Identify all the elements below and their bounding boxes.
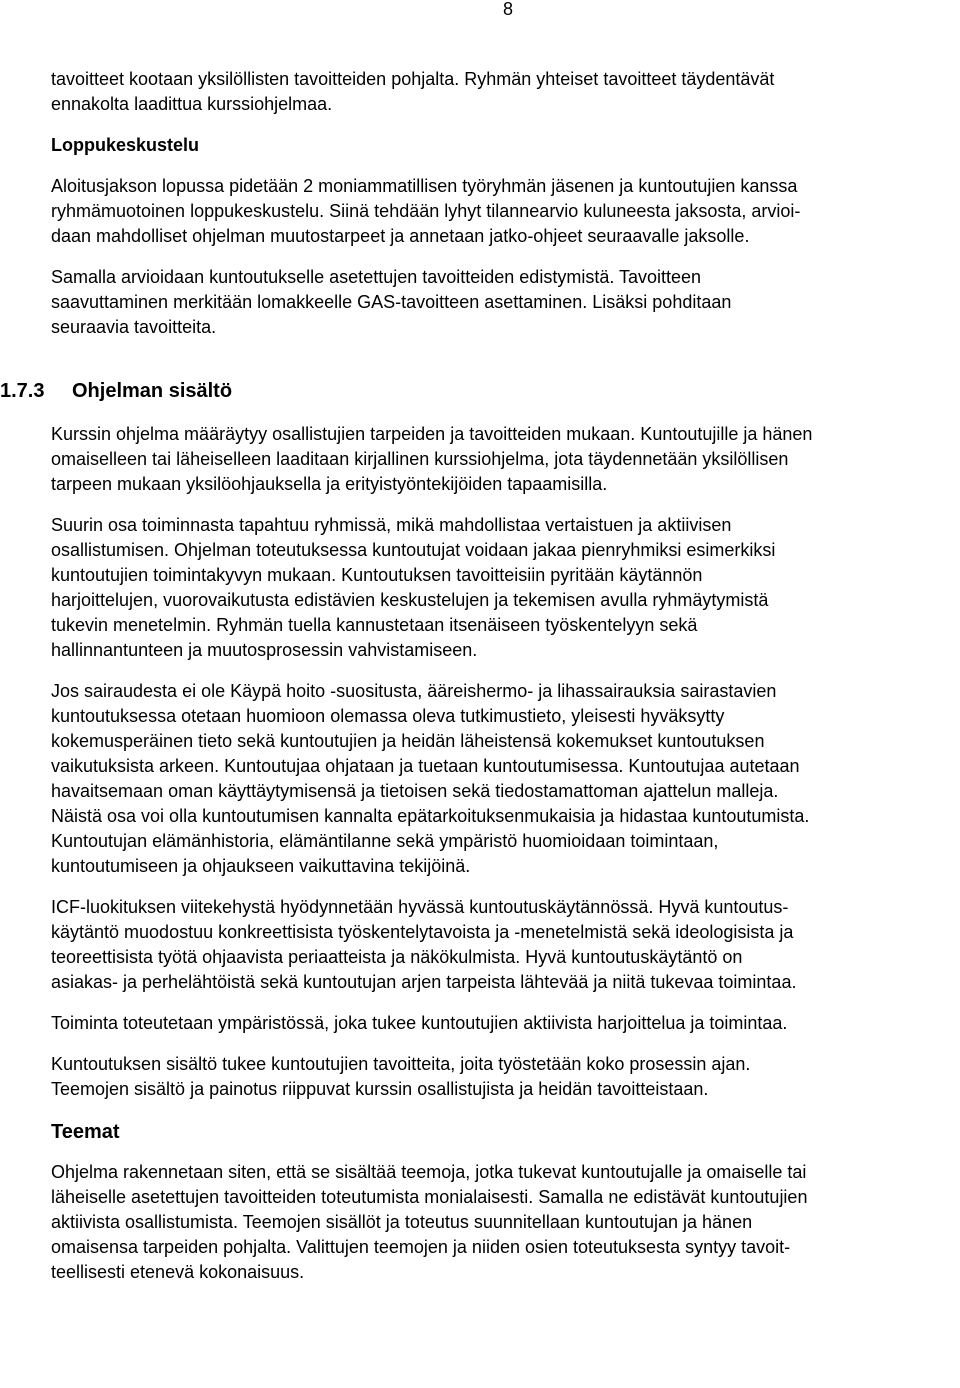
text-line: vaikutuksista arkeen. Kuntoutujaa ohjataan ja tuetaan kuntoutumisessa. Kuntoutujaa autetaan: [51, 756, 800, 776]
loppukeskustelu-title: Loppukeskustelu: [51, 135, 200, 155]
text-line: aktiivista osallistumista. Teemojen sisällöt ja toteutus suunnitellaan kuntoutujan ja hänen: [51, 1212, 753, 1232]
text-line: Kuntoutuksen sisältö tukee kuntoutujien tavoitteita, joita työstetään koko prosessin ajan.: [51, 1054, 751, 1074]
text-line: seuraavia tavoitteita.: [51, 317, 217, 337]
teemat-paragraph: [51, 1160, 960, 1285]
text-line: käytäntö muodostuu konkreettisista työskentelytavoista ja -menetelmistä sekä ideologisista ja: [51, 922, 794, 942]
text-line: Aloitusjakson lopussa pidetään 2 moniammatillisen työryhmän jäsenen ja kuntoutujien kanssa: [51, 176, 798, 196]
toiminta-paragraph: [51, 1011, 960, 1036]
text-line: kuntoutujien toimintakyvyn mukaan. Kuntoutuksen tavoitteisiin pyritään käytännön: [51, 565, 703, 585]
text-line: Suurin osa toiminnasta tapahtuu ryhmissä, mikä mahdollistaa vertaistuen ja aktiivisen: [51, 515, 732, 535]
text-line: havaitsemaan oman käyttäytymisensä ja tietoisen sekä tiedostamattoman ajattelun malleja.: [51, 781, 779, 801]
text-line: Jos sairaudesta ei ole Käypä hoito -suositusta, ääreishermo- ja lihassairauksia sairastavien: [51, 681, 777, 701]
samalla-paragraph: [51, 265, 960, 340]
page-number: 8: [503, 0, 514, 19]
text-line: asiakas- ja perhelähtöistä sekä kuntoutujan arjen tarpeista lähtevää ja niitä tukevaa toimintaa.: [51, 972, 797, 992]
section-number: 1.7.3: [0, 380, 45, 402]
text-line: omaisensa tarpeiden pohjalta. Valittujen teemojen ja niiden osien toteutuksesta syntyy tavoit-: [51, 1237, 791, 1257]
text-line: Toiminta toteutetaan ympäristössä, joka tukee kuntoutujien aktiivista harjoittelua ja toimintaa.: [51, 1013, 788, 1033]
section-heading: [0, 378, 960, 404]
text-line: tavoitteet kootaan yksilöllisten tavoitteiden pohjalta. Ryhmän yhteiset tavoitteet täydentävät: [51, 69, 775, 89]
teemat-title: Teemat: [51, 1121, 120, 1143]
text-line: Samalla arvioidaan kuntoutukselle asetettujen tavoitteiden edistymistä. Tavoitteen: [51, 267, 702, 287]
text-line: Näistä osa voi olla kuntoutumisen kannalta epätarkoituksenmukaisia ja hidastaa kuntoutumista.: [51, 806, 810, 826]
text-line: Kurssin ohjelma määräytyy osallistujien tarpeiden ja tavoitteiden mukaan. Kuntoutujille ja hänen: [51, 424, 813, 444]
text-line: omaiselleen tai läheiselleen laaditaan kirjallinen kurssiohjelma, jota täydennetään yksilöllisen: [51, 449, 789, 469]
text-line: Ohjelma rakennetaan siten, että se sisältää teemoja, jotka tukevat kuntoutujalle ja omaiselle tai: [51, 1162, 807, 1182]
text-line: daan mahdolliset ohjelman muutostarpeet ja annetaan jatko-ohjeet seuraavalle jaksolle.: [51, 226, 750, 246]
intro-paragraph: [51, 67, 960, 117]
text-line: teoreettisista työtä ohjaavista periaatteista ja näkökulmista. Hyvä kuntoutuskäytäntö on: [51, 947, 743, 967]
text-line: ryhmämuotoinen loppukeskustelu. Siinä tehdään lyhyt tilannearvio kuluneesta jaksosta, arvioi-: [51, 201, 801, 221]
text-line: teellisesti etenevä kokonaisuus.: [51, 1262, 305, 1282]
loppukeskustelu-section: [51, 133, 960, 249]
text-line: ennakolta laadittua kurssiohjelmaa.: [51, 94, 333, 114]
text-line: ICF-luokituksen viitekehystä hyödynnetään hyvässä kuntoutuskäytännössä. Hyvä kuntoutus-: [51, 897, 789, 917]
text-line: Kuntoutujan elämänhistoria, elämäntilanne sekä ympäristö huomioidaan toimintaan,: [51, 831, 719, 851]
text-line: tarpeen mukaan yksilöohjauksella ja erityistyöntekijöiden tapaamisilla.: [51, 474, 608, 494]
text-line: saavuttaminen merkitään lomakkeelle GAS-tavoitteen asettaminen. Lisäksi pohditaan: [51, 292, 732, 312]
icf-paragraph: [51, 895, 960, 995]
section-title: Ohjelman sisältö: [72, 380, 233, 402]
text-line: harjoittelujen, vuorovaikutusta edistävien keskustelujen ja tekemisen avulla ryhmäytymistä: [51, 590, 769, 610]
text-line: läheiselle asetettujen tavoitteiden toteutumista monialaisesti. Samalla ne edistävät kuntoutujien: [51, 1187, 808, 1207]
text-line: osallistumisen. Ohjelman toteutuksessa kuntoutujat voidaan jakaa pienryhmiksi esimerkiksi: [51, 540, 776, 560]
text-line: kuntoutuksessa otetaan huomioon olemassa oleva tutkimustieto, yleisesti hyväksytty: [51, 706, 725, 726]
text-line: kokemusperäinen tieto sekä kuntoutujien ja heidän läheistensä kokemukset kuntoutuksen: [51, 731, 765, 751]
text-line: tukevin menetelmin. Ryhmän tuella kannustetaan itsenäiseen työskentelyyn sekä: [51, 615, 698, 635]
text-line: hallinnantunteen ja muutosprosessin vahvistamiseen.: [51, 640, 478, 660]
document-body: [0, 67, 960, 1301]
text-line: kuntoutumiseen ja ohjaukseen vaikuttavina tekijöinä.: [51, 856, 471, 876]
text-line: Teemojen sisältö ja painotus riippuvat kurssin osallistujista ja heidän tavoitteistaan.: [51, 1079, 709, 1099]
jos-paragraph: [51, 679, 960, 879]
kurssin-paragraph: [51, 422, 960, 497]
sisalto-paragraph: [51, 1052, 960, 1102]
suurin-paragraph: [51, 513, 960, 663]
